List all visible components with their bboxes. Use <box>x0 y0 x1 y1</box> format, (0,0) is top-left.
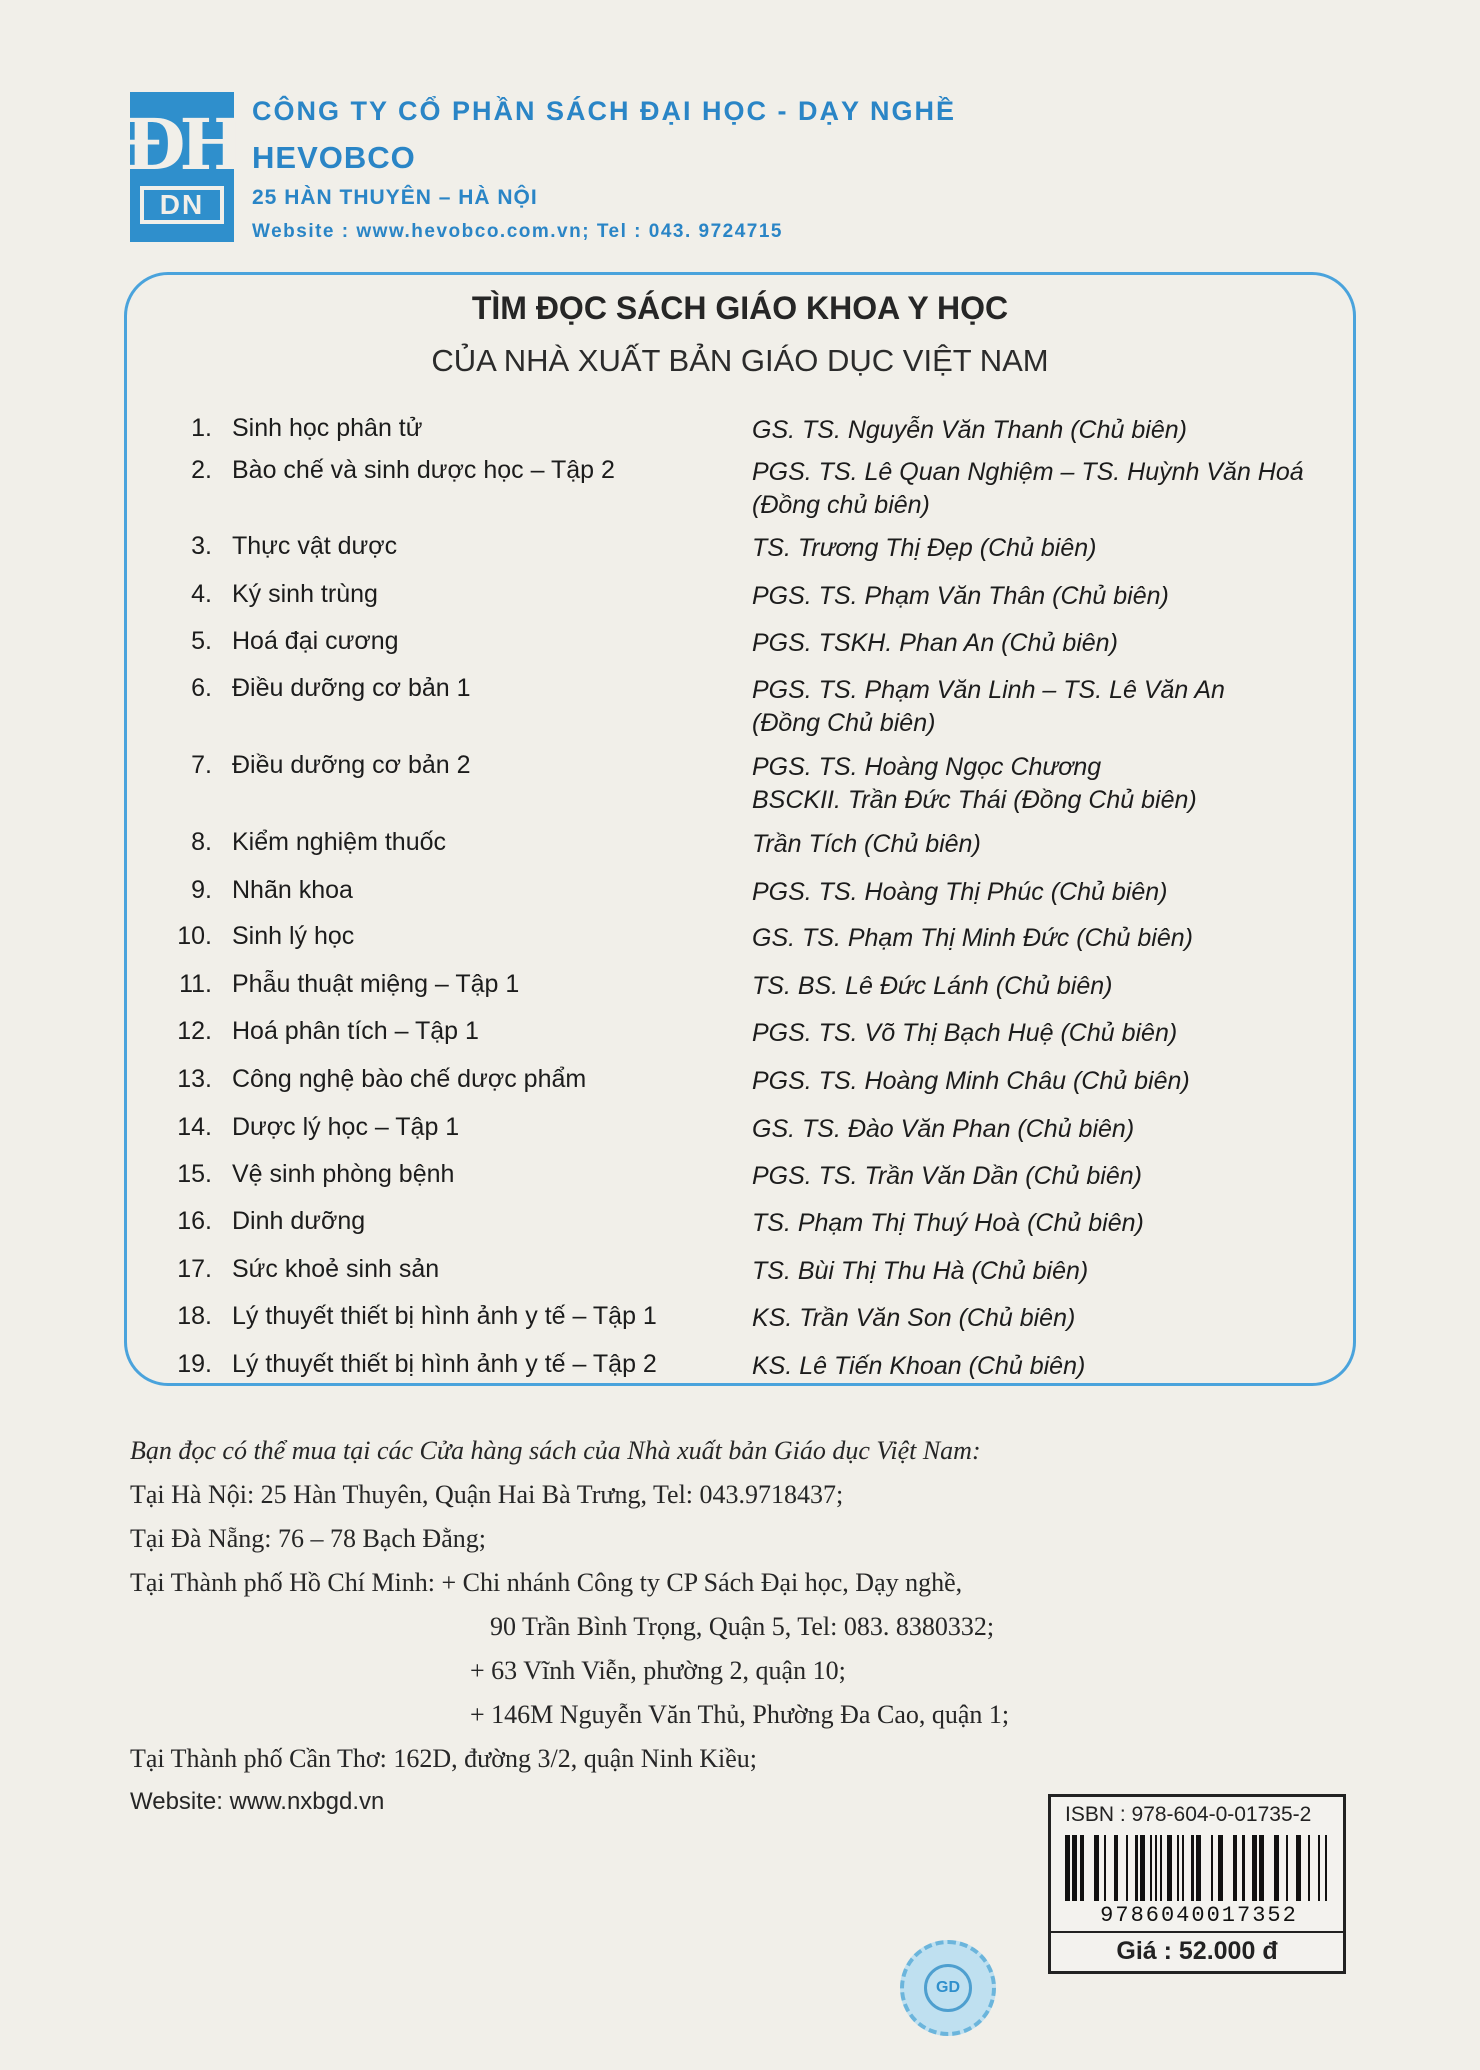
book-authors <box>752 580 1352 613</box>
book-title: Vệ sinh phòng bệnh <box>232 1160 455 1188</box>
author-line: BSCKII. Trần Đức Thái (Đồng Chủ biên) <box>752 786 1197 814</box>
author-line: TS. Bùi Thị Thu Hà (Chủ biên) <box>752 1257 1089 1285</box>
book-number: 8. <box>191 828 212 856</box>
book-number: 7. <box>191 751 212 779</box>
barcode-bar <box>1118 1835 1125 1901</box>
author-line: PGS. TS. Hoàng Minh Châu (Chủ biên) <box>752 1067 1190 1095</box>
isbn-box <box>1048 1794 1346 1974</box>
book-title: Kiểm nghiệm thuốc <box>232 828 447 856</box>
book-number: 3. <box>191 532 212 560</box>
author-line: Trần Tích (Chủ biên) <box>752 830 981 858</box>
barcode-bar <box>1184 1835 1191 1901</box>
book-number: 6. <box>191 674 212 702</box>
author-line: GS. TS. Đào Văn Phan (Chủ biên) <box>752 1115 1135 1143</box>
book-title: Điều dưỡng cơ bản 1 <box>232 674 471 702</box>
book-authors <box>752 1065 1352 1098</box>
book-number: 9. <box>191 876 212 904</box>
book-title: Bào chế và sinh dược học – Tập 2 <box>232 456 615 484</box>
author-line: PGS. TS. Lê Quan Nghiệm – TS. Huỳnh Văn Hoá <box>752 458 1304 486</box>
barcode-bar <box>1223 1835 1233 1901</box>
book-number: 5. <box>191 627 212 655</box>
book-title: Hoá đại cương <box>232 627 399 655</box>
isbn-label: ISBN : 978-604-0-01735-2 <box>1065 1803 1312 1826</box>
hologram-stamp <box>900 1940 996 2036</box>
author-line: KS. Trần Văn Son (Chủ biên) <box>752 1304 1076 1332</box>
book-number: 12. <box>177 1017 212 1045</box>
store-hanoi: Tại Hà Nội: 25 Hàn Thuyên, Quận Hai Bà Trưng, Tel: 043.9718437; <box>130 1480 844 1509</box>
author-line: PGS. TS. Phạm Văn Thân (Chủ biên) <box>752 582 1169 610</box>
book-title: Sức khoẻ sinh sản <box>232 1255 440 1283</box>
book-number: 1. <box>191 414 212 442</box>
book-authors <box>752 627 1352 660</box>
author-line: PGS. TS. Hoàng Ngọc Chương <box>752 753 1102 781</box>
book-title: Phẫu thuật miệng – Tập 1 <box>232 970 520 998</box>
book-authors <box>752 674 1352 740</box>
book-title: Lý thuyết thiết bị hình ảnh y tế – Tập 1 <box>232 1302 657 1330</box>
barcode-bar <box>1106 1835 1113 1901</box>
book-number: 10. <box>177 922 212 950</box>
publisher-abbreviation: HEVOBCO <box>252 140 416 175</box>
book-authors <box>752 1113 1352 1146</box>
store-danang: Tại Đà Nẵng: 76 – 78 Bạch Đằng; <box>130 1524 486 1553</box>
book-number: 16. <box>177 1207 212 1235</box>
author-line: GS. TS. Nguyễn Văn Thanh (Chủ biên) <box>752 416 1187 444</box>
book-authors <box>752 1160 1352 1193</box>
barcode-bar <box>1301 1835 1308 1901</box>
book-title: Sinh học phân tử <box>232 414 423 442</box>
barcode-bar <box>1128 1835 1135 1901</box>
author-line: PGS. TS. Hoàng Thị Phúc (Chủ biên) <box>752 878 1168 906</box>
book-title: Hoá phân tích – Tập 1 <box>232 1017 479 1045</box>
stamp-emblem: GD <box>924 1964 972 2012</box>
book-number: 19. <box>177 1350 212 1378</box>
book-authors <box>752 876 1352 909</box>
author-line: TS. Phạm Thị Thuý Hoà (Chủ biên) <box>752 1209 1144 1237</box>
author-line: TS. BS. Lê Đức Lánh (Chủ biên) <box>752 972 1113 1000</box>
author-line: PGS. TS. Trần Văn Dần (Chủ biên) <box>752 1162 1142 1190</box>
book-authors <box>752 414 1352 447</box>
barcode-bar <box>1288 1835 1295 1901</box>
book-title: Nhãn khoa <box>232 876 353 904</box>
store-hcm-line-3: + 63 Vĩnh Viễn, phường 2, quận 10; <box>470 1656 846 1685</box>
book-title: Dược lý học – Tập 1 <box>232 1113 460 1141</box>
book-number: 14. <box>177 1113 212 1141</box>
book-number: 4. <box>191 580 212 608</box>
book-list-subtitle: CỦA NHÀ XUẤT BẢN GIÁO DỤC VIỆT NAM <box>431 343 1049 378</box>
author-line: (Đồng chủ biên) <box>752 491 930 519</box>
book-authors <box>752 532 1352 565</box>
publisher-address: 25 HÀN THUYÊN – HÀ NỘI <box>252 186 538 209</box>
publisher-logo <box>124 92 240 242</box>
book-number: 2. <box>191 456 212 484</box>
book-authors <box>752 1207 1352 1240</box>
book-authors <box>752 1017 1352 1050</box>
store-hcm-line-1: Tại Thành phố Hồ Chí Minh: + Chi nhánh Công ty CP Sách Đại học, Dạy nghề, <box>130 1568 963 1597</box>
author-line: TS. Trương Thị Đẹp (Chủ biên) <box>752 534 1097 562</box>
book-authors <box>752 922 1352 955</box>
store-hcm-line-4: + 146M Nguyễn Văn Thủ, Phường Đa Cao, quận 1; <box>470 1700 1010 1729</box>
author-line: PGS. TSKH. Phan An (Chủ biên) <box>752 629 1118 657</box>
book-title: Dinh dưỡng <box>232 1207 366 1235</box>
book-authors <box>752 1350 1352 1383</box>
book-number: 11. <box>179 970 212 998</box>
author-line: KS. Lê Tiến Khoan (Chủ biên) <box>752 1352 1086 1380</box>
book-list-title: TÌM ĐỌC SÁCH GIÁO KHOA Y HỌC <box>471 290 1009 326</box>
barcode <box>1065 1835 1333 1901</box>
logo-letters-top: ĐH <box>124 103 240 186</box>
barcode-bar <box>1310 1835 1317 1901</box>
book-authors <box>752 970 1352 1003</box>
author-line: PGS. TS. Võ Thị Bạch Huệ (Chủ biên) <box>752 1019 1178 1047</box>
author-line: GS. TS. Phạm Thị Minh Đức (Chủ biên) <box>752 924 1193 952</box>
book-authors <box>752 1302 1352 1335</box>
book-number: 15. <box>177 1160 212 1188</box>
author-line: PGS. TS. Phạm Văn Linh – TS. Lê Văn An <box>752 676 1225 704</box>
book-number: 18. <box>177 1302 212 1330</box>
author-line: (Đồng Chủ biên) <box>752 709 936 737</box>
stores-website: Website: www.nxbgd.vn <box>130 1788 385 1815</box>
barcode-bar <box>1201 1835 1211 1901</box>
book-number: 17. <box>177 1255 212 1283</box>
isbn-divider <box>1051 1931 1343 1933</box>
book-title: Công nghệ bào chế dược phẩm <box>232 1065 587 1093</box>
book-authors <box>752 828 1352 861</box>
isbn-digits: 9786040017352 <box>1100 1903 1298 1928</box>
book-title: Điều dưỡng cơ bản 2 <box>232 751 471 779</box>
stores-intro: Bạn đọc có thể mua tại các Cửa hàng sách của Nhà xuất bản Giáo dục Việt Nam: <box>130 1436 981 1465</box>
logo-letters-bottom: DN <box>140 186 224 224</box>
publisher-website: Website : www.hevobco.com.vn; Tel : 043. 9724715 <box>252 221 783 242</box>
book-authors <box>752 1255 1352 1288</box>
book-title: Lý thuyết thiết bị hình ảnh y tế – Tập 2 <box>232 1350 657 1378</box>
barcode-bar <box>1245 1835 1252 1901</box>
book-number: 13. <box>177 1065 212 1093</box>
book-title: Thực vật dược <box>232 532 398 560</box>
barcode-bar <box>1084 1835 1094 1901</box>
publisher-name: CÔNG TY CỔ PHẦN SÁCH ĐẠI HỌC - DẠY NGHỀ <box>252 96 957 126</box>
barcode-bar <box>1327 1835 1332 1901</box>
barcode-bar <box>1264 1835 1274 1901</box>
book-authors <box>752 456 1352 522</box>
book-title: Sinh lý học <box>232 922 355 950</box>
book-title: Ký sinh trùng <box>232 580 378 608</box>
store-hcm-line-2: 90 Trần Bình Trọng, Quận 5, Tel: 083. 8380332; <box>490 1612 995 1641</box>
book-authors <box>752 751 1352 817</box>
store-cantho: Tại Thành phố Cần Thơ: 162D, đường 3/2, quận Ninh Kiều; <box>130 1744 758 1773</box>
price-label: Giá : 52.000 đ <box>1116 1937 1278 1965</box>
barcode-bar <box>1279 1835 1286 1901</box>
